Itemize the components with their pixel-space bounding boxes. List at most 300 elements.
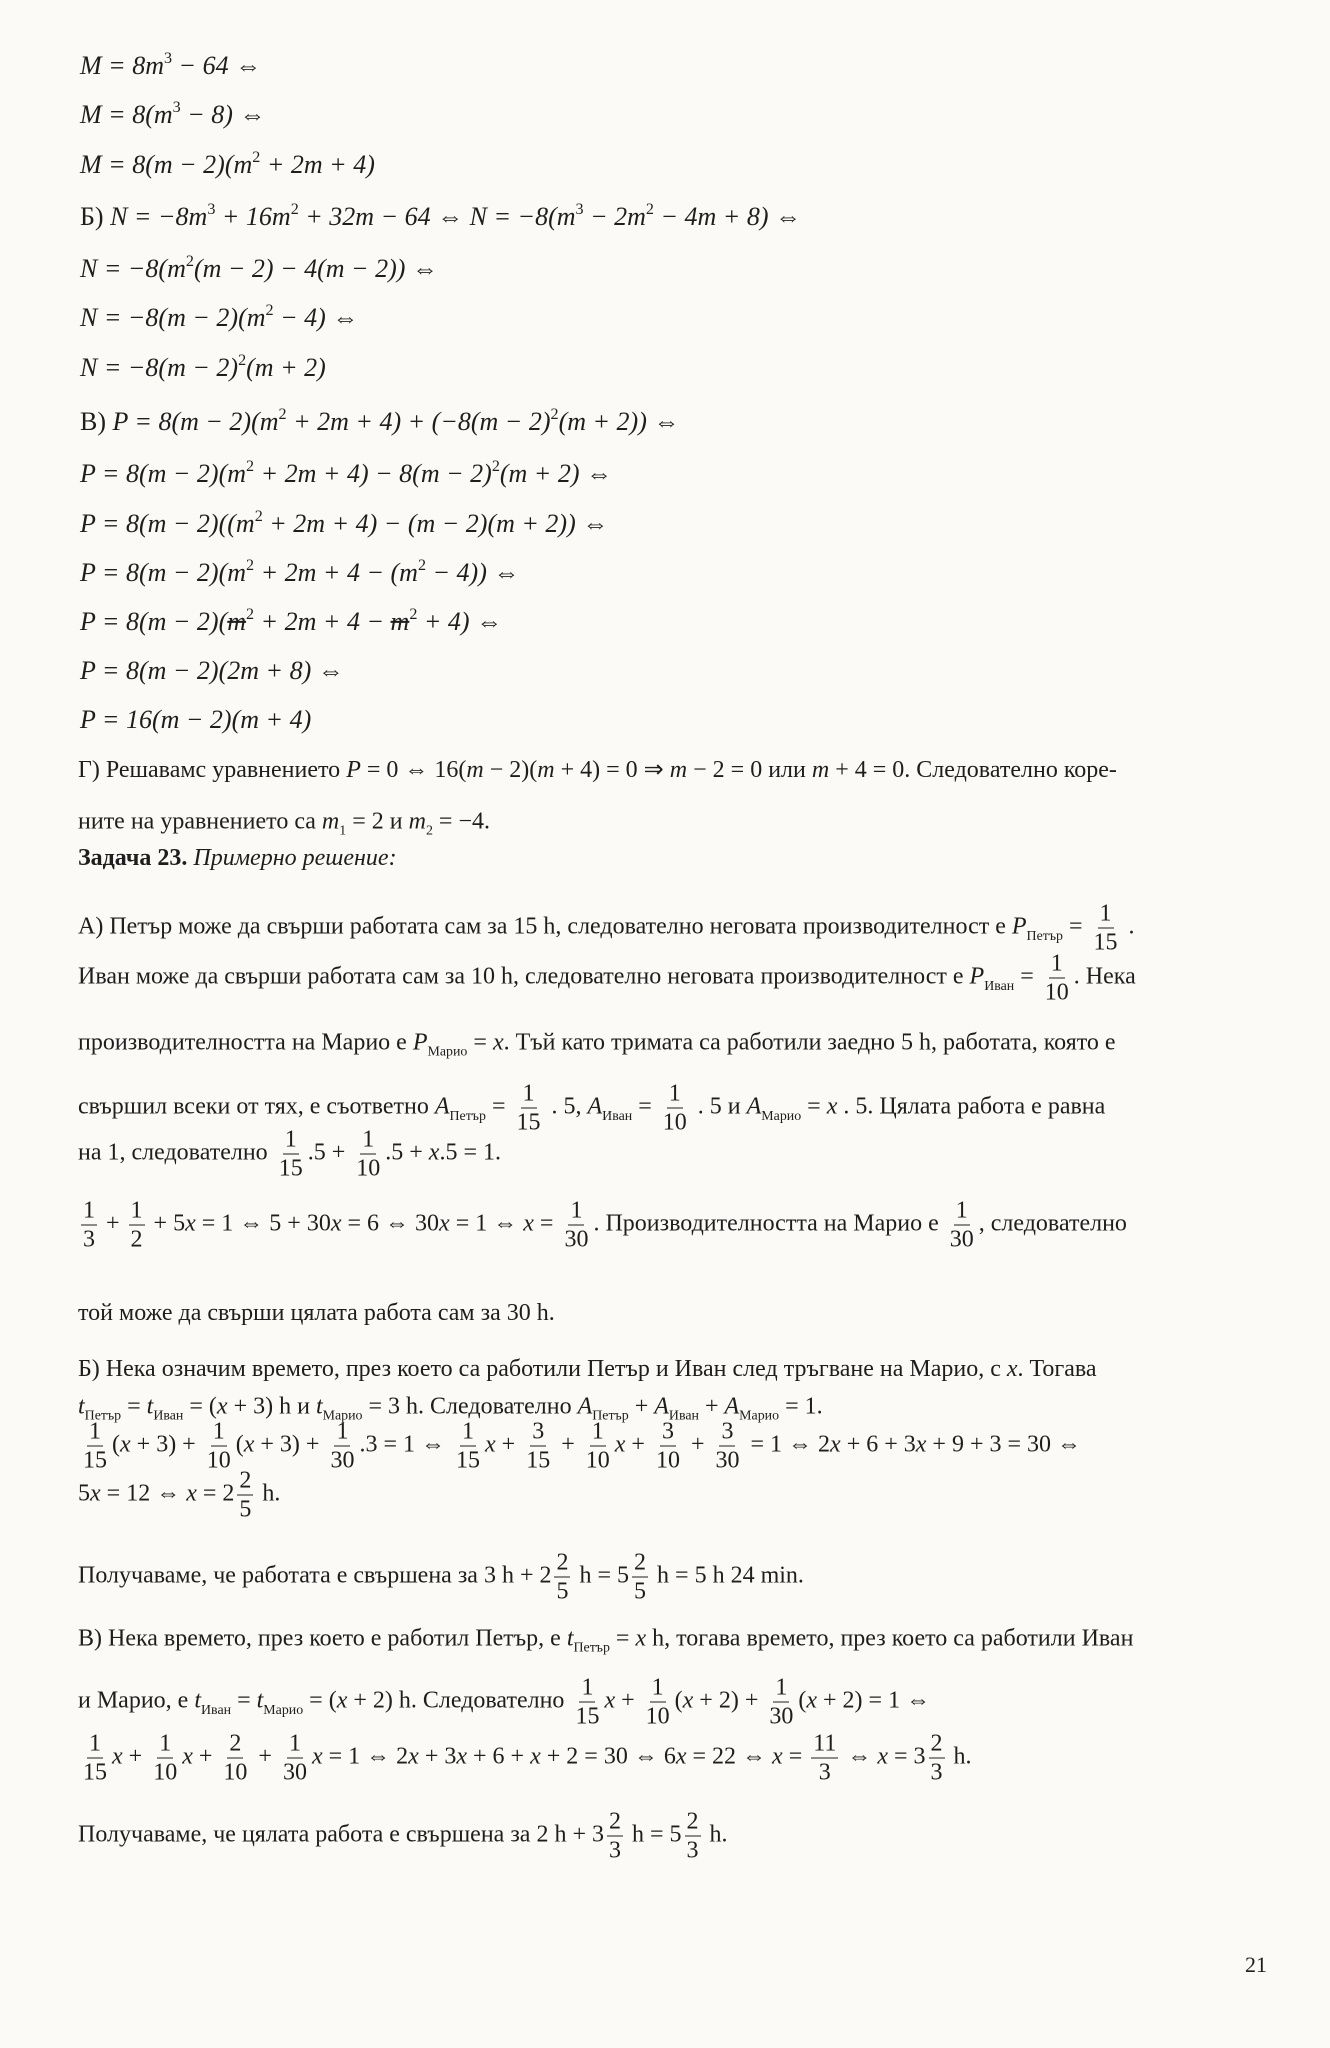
fraction — [129, 1199, 145, 1252]
subscript: Иван — [201, 1702, 232, 1718]
text-run: . 5. Цялата работа е равна — [837, 1093, 1106, 1120]
numerator: 1 — [955, 1197, 968, 1224]
text-run: . Тогава — [1017, 1356, 1097, 1382]
text-run: h, тогава времето, през което са работили Иван — [646, 1625, 1134, 1652]
superscript: 2 — [238, 351, 247, 369]
math-variable: P — [346, 757, 361, 783]
text-run: P = 8(m − 2)(m — [112, 407, 279, 437]
math-variable: x — [439, 1210, 450, 1237]
text-run: той може да свърши цялата работа сам за 30 h. — [78, 1300, 555, 1326]
text-run: = 12 ⇔ — [100, 1480, 187, 1507]
fraction — [221, 1732, 249, 1785]
denominator: 5 — [556, 1578, 569, 1605]
text-run: . Производителността на Марио е — [593, 1210, 945, 1237]
superscript: 2 — [417, 556, 427, 574]
numerator: 1 — [651, 1674, 664, 1701]
text-run: P = 8(m − 2)(m — [80, 459, 247, 489]
struck-term: m — [390, 607, 410, 637]
text-run: = 2 и — [346, 808, 409, 835]
text-line — [78, 1626, 1133, 1655]
text-run: 5 — [78, 1480, 90, 1507]
superscript: 2 — [246, 605, 255, 623]
text-run: .5 = 1. — [439, 1139, 501, 1166]
text-run: = 3 — [888, 1743, 926, 1770]
math-variable: x — [186, 1480, 197, 1507]
math-line — [80, 303, 358, 331]
subscript: 2 — [425, 823, 433, 839]
text-run: + 16m — [215, 202, 291, 232]
text-line — [78, 1357, 1097, 1381]
text-run: (m + 2) — [246, 353, 326, 383]
text-run: = — [467, 1029, 493, 1056]
text-run: = — [485, 1093, 512, 1120]
denominator: 10 — [356, 1155, 381, 1182]
text-run: производителността на Марио е — [78, 1029, 413, 1056]
text-run: + 4 = 0. Следователно коре- — [829, 757, 1117, 783]
numerator: 1 — [668, 1080, 681, 1107]
math-variable: A — [587, 1093, 603, 1120]
denominator: 15 — [526, 1447, 551, 1474]
text-run: В) Нека времето, през което е работил Петър, е — [78, 1625, 567, 1652]
text-run: свършил всеки от тях, е съответно — [78, 1093, 435, 1120]
text-run: − 64 ⇔ — [172, 51, 262, 81]
fraction — [644, 1676, 672, 1729]
numerator: 1 — [1099, 900, 1112, 927]
superscript: 2 — [265, 301, 274, 319]
text-run: = ( — [303, 1687, 337, 1714]
numerator: 2 — [609, 1808, 621, 1835]
text-run: ⇔ — [841, 1743, 878, 1770]
subscript: Иван — [984, 978, 1015, 994]
text-line — [78, 1128, 501, 1181]
fraction — [81, 1199, 97, 1252]
denominator: 10 — [585, 1447, 610, 1474]
text-run: P = 8(m − 2)(m — [80, 558, 247, 588]
numerator: 1 — [83, 1197, 95, 1224]
fraction — [607, 1810, 623, 1863]
superscript: 2 — [185, 252, 194, 270]
text-line — [78, 1810, 728, 1863]
math-line — [80, 707, 311, 733]
subscript: Петър — [592, 1408, 629, 1424]
math-line — [80, 607, 502, 635]
text-run: h = 5 — [626, 1821, 682, 1848]
math-variable: x — [311, 1743, 323, 1770]
text-run: + 2m + 4) − 8(m − 2) — [254, 459, 492, 489]
subscript: Иван — [602, 1108, 633, 1124]
text-run: − 8) ⇔ — [180, 100, 266, 130]
fraction — [685, 1810, 701, 1863]
math-variable: m — [669, 757, 688, 783]
text-run: + 2m + 4 − — [254, 607, 391, 637]
numerator: 1 — [159, 1730, 172, 1757]
text-run: = — [1062, 913, 1089, 940]
denominator: 3 — [930, 1759, 943, 1786]
numerator: 2 — [229, 1730, 242, 1757]
numerator: 2 — [556, 1549, 569, 1576]
denominator: 10 — [1044, 979, 1069, 1006]
math-variable: x — [428, 1139, 440, 1166]
fraction — [205, 1420, 233, 1473]
math-variable: m — [408, 808, 426, 835]
text-run: Иван може да свърши работата сам за 10 h, следователно неговата производителност е — [78, 963, 970, 990]
fraction — [554, 1551, 570, 1604]
text-run: = — [231, 1687, 257, 1714]
text-line — [78, 952, 1136, 1005]
text-run: N = −8(m − 2)(m — [80, 303, 266, 333]
text-run: + — [495, 1431, 522, 1458]
math-variable: x — [90, 1480, 101, 1507]
subscript: Марио — [427, 1044, 468, 1060]
text-line — [78, 1676, 930, 1729]
text-run: = 1 ⇔ 2 — [744, 1431, 831, 1458]
text-run: , следователно — [978, 1210, 1127, 1237]
text-run: P = 8(m − 2)((m — [80, 509, 255, 539]
denominator: 10 — [153, 1759, 178, 1786]
text-line — [78, 1030, 1116, 1059]
math-variable: m — [321, 808, 340, 835]
bold-heading: Задача 23. — [78, 845, 188, 871]
text-line — [78, 1199, 1127, 1252]
fraction — [654, 1420, 682, 1473]
denominator: 15 — [516, 1109, 541, 1136]
fraction — [81, 1420, 109, 1473]
numerator: 2 — [686, 1808, 699, 1835]
text-run: − 4) ⇔ — [273, 303, 359, 333]
subscript: Марио — [322, 1408, 363, 1424]
fraction — [524, 1420, 552, 1473]
numerator: 1 — [288, 1730, 301, 1757]
superscript: 2 — [278, 405, 287, 423]
superscript: 2 — [491, 457, 500, 475]
numerator: 1 — [89, 1418, 101, 1445]
numerator: 1 — [461, 1418, 474, 1445]
text-run: = — [782, 1743, 809, 1770]
fraction — [929, 1732, 945, 1785]
text-line — [78, 1469, 280, 1522]
text-run: . 5, — [545, 1093, 588, 1120]
text-run: = 2 — [196, 1480, 235, 1507]
denominator: 5 — [239, 1496, 252, 1523]
math-variable: x — [182, 1743, 193, 1770]
subscript: Иван — [668, 1408, 699, 1424]
text-run: M = 8m — [80, 51, 164, 81]
text-run: + — [192, 1743, 219, 1770]
text-run: .3 = 1 ⇔ — [359, 1431, 451, 1458]
numerator: 3 — [532, 1418, 545, 1445]
math-variable: x — [614, 1431, 626, 1458]
superscript: 2 — [254, 507, 263, 525]
text-run: − 4m + 8) ⇔ — [653, 202, 801, 232]
math-line — [80, 254, 438, 282]
math-line — [80, 353, 326, 381]
text-line — [78, 758, 1117, 782]
fraction — [767, 1676, 795, 1729]
numerator: 1 — [1050, 950, 1063, 977]
subscript: Иван — [153, 1408, 184, 1424]
subscript: Марио — [739, 1408, 780, 1424]
text-run: − 4)) ⇔ — [426, 558, 520, 588]
fraction — [811, 1732, 838, 1785]
text-run: + 3) + — [130, 1431, 202, 1458]
text-run: = ( — [183, 1393, 217, 1420]
text-run: P = 8(m − 2)(2m + 8) ⇔ — [80, 656, 344, 685]
text-run: + — [684, 1431, 711, 1458]
denominator: 5 — [634, 1578, 647, 1605]
text-run: + 3) + — [254, 1431, 326, 1458]
math-variable: t — [566, 1625, 574, 1652]
numerator: 1 — [130, 1197, 143, 1224]
text-run: M = 8(m — [80, 100, 173, 130]
text-run: + 5 — [147, 1210, 186, 1237]
math-variable: x — [826, 1093, 838, 1120]
text-run: − 2 = 0 или — [687, 757, 812, 783]
text-run: + 4) = 0 ⇒ — [554, 757, 670, 783]
superscript: 3 — [172, 98, 181, 116]
math-variable: x — [635, 1625, 647, 1652]
denominator: 10 — [206, 1447, 231, 1474]
text-run: .5 + — [307, 1139, 352, 1166]
numerator: 2 — [634, 1549, 647, 1576]
denominator: 15 — [455, 1447, 480, 1474]
fraction — [237, 1469, 253, 1522]
fraction — [632, 1551, 648, 1604]
text-run: + — [698, 1393, 725, 1420]
denominator: 3 — [609, 1837, 621, 1864]
text-run: + — [615, 1687, 641, 1714]
superscript: 2 — [246, 556, 255, 574]
text-run: + 2) + — [693, 1687, 765, 1714]
denominator: 15 — [1093, 929, 1118, 956]
numerator: 1 — [591, 1418, 604, 1445]
superscript: 2 — [246, 457, 255, 475]
denominator: 10 — [655, 1447, 680, 1474]
math-line — [80, 459, 612, 487]
fraction — [1043, 952, 1071, 1005]
denominator: 3 — [686, 1837, 699, 1864]
denominator: 15 — [575, 1703, 600, 1730]
text-run: P = 8(m − 2)( — [80, 607, 228, 637]
math-variable: x — [120, 1431, 131, 1458]
text-run: + 2) = 1 ⇔ — [817, 1687, 931, 1714]
text-run: ( — [674, 1687, 683, 1714]
subscript: Петър — [449, 1108, 486, 1124]
math-variable: x — [492, 1029, 504, 1056]
text-run: + 4) ⇔ — [417, 607, 503, 637]
text-run: h. — [703, 1821, 728, 1848]
superscript: 2 — [550, 405, 559, 423]
fraction — [354, 1128, 382, 1181]
text-run: + 3 — [418, 1743, 457, 1770]
fraction — [277, 1128, 305, 1181]
math-variable: x — [336, 1687, 348, 1714]
denominator: 15 — [278, 1155, 303, 1182]
text-run: = 1 ⇔ 2 — [322, 1743, 409, 1770]
denominator: 2 — [130, 1226, 143, 1253]
text-run: Получаваме, че работата е свършена за 3 h + 2 — [78, 1562, 552, 1589]
text-run: + 6 + 3 — [840, 1431, 916, 1458]
denominator: 3 — [818, 1759, 831, 1786]
math-line — [80, 150, 375, 178]
text-run: − 2)( — [483, 757, 538, 783]
text-run: = 0 ⇔ 16( — [360, 757, 467, 783]
math-variable: x — [243, 1431, 255, 1458]
numerator: 1 — [212, 1418, 225, 1445]
fraction — [573, 1676, 601, 1729]
subscript: Марио — [263, 1702, 304, 1718]
fraction — [661, 1082, 689, 1135]
text-run: (m − 2) − 4(m − 2)) ⇔ — [193, 254, 438, 284]
subscript: Петър — [573, 1640, 610, 1656]
math-variable: x — [682, 1687, 694, 1714]
subscript: Марио — [761, 1108, 802, 1124]
math-variable: A — [746, 1093, 762, 1120]
numerator: 1 — [581, 1674, 594, 1701]
text-run: = 1. — [779, 1393, 823, 1420]
fraction — [151, 1732, 179, 1785]
text-run: + 2m + 4 − (m — [254, 558, 418, 588]
text-run: h. — [256, 1480, 281, 1507]
text-line — [78, 809, 490, 838]
text-run: + — [628, 1393, 655, 1420]
math-variable: x — [1006, 1356, 1018, 1382]
math-variable: x — [530, 1743, 541, 1770]
text-line — [78, 1551, 804, 1604]
math-variable: x — [330, 1210, 342, 1237]
math-variable: P — [412, 1029, 428, 1056]
denominator: 10 — [645, 1703, 670, 1730]
text-run: + — [122, 1743, 149, 1770]
math-variable: x — [484, 1431, 496, 1458]
text-run: = — [121, 1393, 147, 1420]
math-variable: x — [772, 1743, 783, 1770]
text-run: . — [1122, 913, 1135, 940]
superscript: 2 — [290, 200, 299, 218]
superscript: 2 — [409, 605, 418, 623]
text-run: M = 8(m − 2)(m — [80, 150, 253, 180]
text-run: + — [625, 1431, 651, 1458]
text-run: ( — [112, 1431, 120, 1458]
text-run: = — [533, 1210, 560, 1237]
text-run: .5 + — [385, 1139, 429, 1166]
math-variable: x — [185, 1210, 196, 1237]
text-run: ( — [235, 1431, 244, 1458]
text-line — [78, 1732, 972, 1785]
denominator: 3 — [83, 1226, 95, 1253]
denominator: 30 — [949, 1226, 974, 1253]
text-run: (m + 2)) ⇔ — [558, 407, 680, 437]
text-run: ните на уравнението са — [78, 808, 322, 835]
denominator: 30 — [769, 1703, 794, 1730]
denominator: 30 — [564, 1226, 589, 1253]
math-line — [80, 407, 679, 435]
text-run: . Нека — [1073, 963, 1136, 990]
math-variable: Примерно решение: — [193, 845, 397, 871]
text-run: (m + 2) ⇔ — [499, 459, 613, 489]
text-run: и Марио, е — [78, 1687, 195, 1714]
text-run: − 2m — [583, 202, 646, 232]
denominator: 30 — [715, 1447, 740, 1474]
denominator: 10 — [662, 1109, 687, 1136]
text-run: = — [801, 1093, 827, 1120]
text-run: Г) Решавамс уравнението — [78, 757, 347, 783]
math-line — [80, 202, 801, 230]
math-line — [80, 100, 265, 128]
subscript: Петър — [1026, 928, 1063, 944]
denominator: 15 — [83, 1447, 107, 1474]
text-run: Б) Нека означим времето, през което са работили Петър и Иван след тръгване на Марио, с — [78, 1356, 1007, 1382]
numerator: 1 — [336, 1418, 349, 1445]
superscript: 3 — [163, 49, 173, 67]
text-run: Получаваме, че цялата работа е свършена за 2 h + 3 — [78, 1821, 604, 1848]
numerator: 1 — [284, 1126, 297, 1153]
denominator: 15 — [83, 1759, 107, 1786]
math-line — [80, 658, 344, 684]
numerator: 2 — [239, 1467, 252, 1494]
text-line — [78, 902, 1135, 955]
text-run: = 1 ⇔ — [449, 1210, 524, 1237]
text-run: . Тъй като тримата са работили заедно 5 h, работата, която е — [503, 1029, 1116, 1056]
fraction — [584, 1420, 612, 1473]
text-run: + 32m − 64 ⇔ N = −8(m — [298, 202, 576, 232]
math-variable: x — [877, 1743, 888, 1770]
text-run: h. — [947, 1743, 972, 1770]
math-variable: A — [724, 1393, 740, 1420]
math-variable: t — [146, 1393, 154, 1420]
text-run: = 1 ⇔ 5 + 30 — [195, 1210, 331, 1237]
text-run: = — [609, 1625, 636, 1652]
denominator: 30 — [282, 1759, 307, 1786]
math-variable: P — [1011, 913, 1027, 940]
math-line — [80, 558, 519, 586]
text-run: = — [1014, 963, 1040, 990]
math-variable: x — [915, 1431, 927, 1458]
text-run: = 22 ⇔ — [686, 1743, 773, 1770]
fraction — [948, 1199, 976, 1252]
text-run: + — [252, 1743, 278, 1770]
text-run: ( — [798, 1687, 807, 1714]
math-variable: x — [456, 1743, 468, 1770]
text-run: + — [100, 1210, 126, 1237]
superscript: 3 — [207, 200, 216, 218]
math-variable: x — [830, 1431, 841, 1458]
text-run: + 2m + 4) — [260, 150, 375, 180]
text-run: = — [632, 1093, 658, 1120]
math-variable: m — [466, 757, 484, 783]
text-run: = 6 ⇔ 30 — [341, 1210, 440, 1237]
text-line — [78, 846, 397, 870]
text-run: + 2 = 30 ⇔ 6 — [540, 1743, 676, 1770]
denominator: 30 — [330, 1447, 355, 1474]
numerator: 1 — [89, 1730, 101, 1757]
math-variable: m — [537, 757, 555, 783]
text-run: = −4. — [432, 808, 490, 835]
numerator: 3 — [661, 1418, 674, 1445]
math-variable: m — [811, 757, 830, 783]
numerator: 1 — [522, 1080, 535, 1107]
math-variable: t — [256, 1687, 264, 1714]
text-run: N = −8m — [110, 202, 208, 232]
text-run: + 2m + 4) + (−8(m − 2) — [286, 407, 551, 437]
math-variable: x — [604, 1687, 616, 1714]
math-variable: x — [523, 1210, 534, 1237]
text-run: + 6 + — [467, 1743, 531, 1770]
denominator: 10 — [223, 1759, 248, 1786]
text-run: h = 5 h 24 min. — [651, 1562, 804, 1589]
subscript: 1 — [339, 823, 347, 839]
page-number: 21 — [1245, 1952, 1267, 1977]
text-run: h = 5 — [573, 1562, 630, 1589]
